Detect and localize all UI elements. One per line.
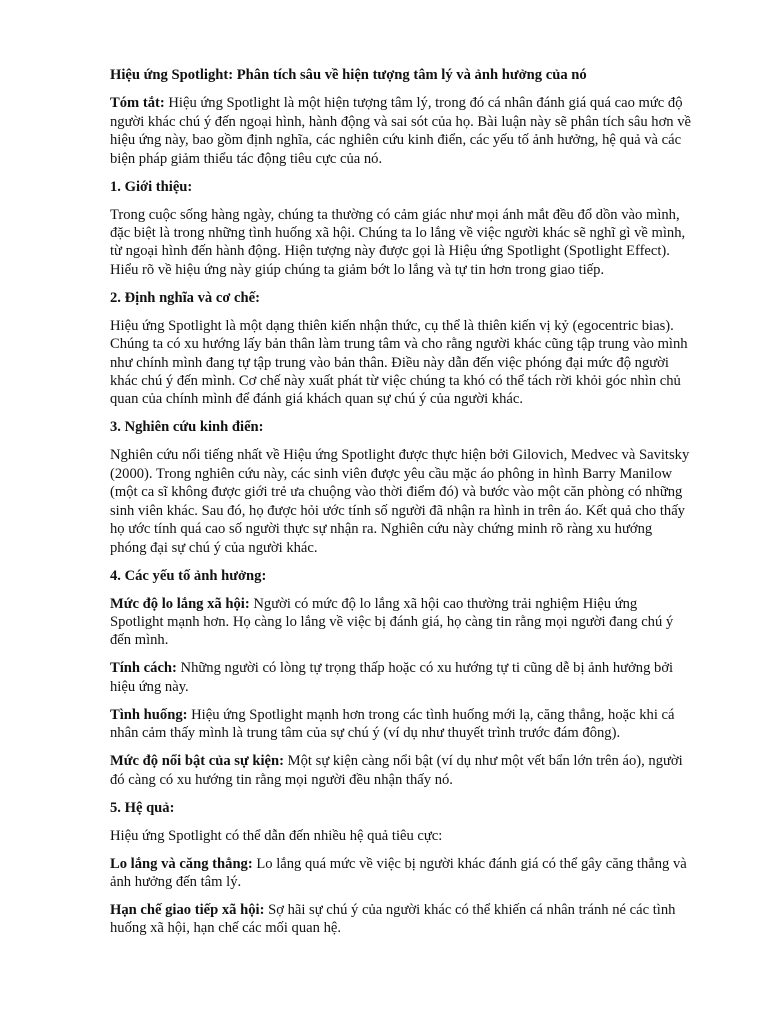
factor-label: Mức độ nổi bật của sự kiện:: [110, 753, 285, 770]
consequence-text: Sợ hãi sự chú ý của người khác có thể khiến cá nhân tránh né các tình huống xã hội, hạn chế các mối quan hệ.: [110, 901, 676, 937]
document-title: Hiệu ứng Spotlight: Phân tích sâu về hiện tượng tâm lý và ảnh hưởng của nó: [110, 67, 587, 83]
abstract-paragraph: [110, 94, 692, 168]
factor-personality: [110, 659, 692, 696]
factor-text: Hiệu ứng Spotlight mạnh hơn trong các tình huống mới lạ, căng thẳng, hoặc khi cá nhân cảm thấy mình là trung tâm của sự chú ý (ví dụ như thuyết trình trước đám đông).: [110, 706, 675, 742]
section-5-intro: Hiệu ứng Spotlight có thể dẫn đến nhiều hệ quả tiêu cực:: [110, 827, 443, 844]
consequence-label: Hạn chế giao tiếp xã hội:: [110, 901, 265, 918]
section-2-paragraph: Hiệu ứng Spotlight là một dạng thiên kiến nhận thức, cụ thể là thiên kiến vị kỷ (egocentric bias). Chúng ta có xu hướng lấy bản thân làm trung tâm và cho rằng người khác cũng tập trung vào mình như chính mình đang tự tập trung vào bản thân. Điều này dẫn đến việc phóng đại mức độ người khác chú ý đến mình. Cơ chế này xuất phát từ việc chúng ta khó có thể tách rời khỏi góc nhìn chủ quan của chính mình để đánh giá khách quan sự chú ý của người khác.: [110, 317, 688, 408]
abstract-text: Hiệu ứng Spotlight là một hiện tượng tâm lý, trong đó cá nhân đánh giá quá cao mức độ người khác chú ý đến ngoại hình, hành động và sai sót của họ. Bài luận này sẽ phân tích sâu hơn về hiệu ứng này, bao gồm định nghĩa, các nghiên cứu kinh điển, các yếu tố ảnh hưởng, hệ quả và các biện pháp giảm thiểu tác động tiêu cực của nó.: [110, 95, 692, 167]
section-2-heading: 2. Định nghĩa và cơ chế:: [110, 289, 260, 306]
section-5-heading: 5. Hệ quả:: [110, 799, 175, 816]
factor-event-salience: [110, 752, 692, 789]
factor-text: Một sự kiện càng nổi bật (ví dụ như một vết bẩn lớn trên áo), người đó càng có xu hướng tin rằng mọi người đều nhận thấy nó.: [110, 753, 683, 788]
factor-label: Tính cách:: [110, 660, 177, 677]
factor-label: Mức độ lo lắng xã hội:: [110, 595, 250, 612]
consequence-text: Lo lắng quá mức về việc bị người khác đánh giá có thể gây căng thẳng và ảnh hưởng đến tâm lý.: [110, 855, 687, 890]
section-1-paragraph: Trong cuộc sống hàng ngày, chúng ta thường có cảm giác như mọi ánh mắt đều đổ dồn vào mình, đặc biệt là trong những tình huống xã hội. Chúng ta lo lắng về việc người khác sẽ nghĩ gì về mình, từ ngoại hình đến hành động. Hiện tượng này được gọi là Hiệu ứng Spotlight (Spotlight Effect). Hiểu rõ về hiệu ứng này giúp chúng ta giảm bớt lo lắng và tự tin hơn trong giao tiếp.: [110, 206, 686, 278]
factor-text: Những người có lòng tự trọng thấp hoặc có xu hướng tự ti cũng dễ bị ảnh hưởng bởi hiệu ứng này.: [110, 660, 674, 695]
factor-text: Người có mức độ lo lắng xã hội cao thường trải nghiệm Hiệu ứng Spotlight mạnh hơn. Họ càng lo lắng về việc bị đánh giá, họ càng tin rằng mọi người đang chú ý đến mình.: [110, 595, 674, 649]
consequence-social-limit: [110, 901, 692, 938]
consequence-anxiety: [110, 855, 692, 892]
consequence-label: Lo lắng và căng thẳng:: [110, 855, 253, 872]
section-3-heading: 3. Nghiên cứu kinh điển:: [110, 419, 264, 436]
abstract-label: Tóm tắt:: [110, 95, 165, 112]
section-4-heading: 4. Các yếu tố ảnh hưởng:: [110, 567, 267, 584]
factor-label: Tình huống:: [110, 706, 188, 723]
factor-situation: [110, 706, 692, 743]
section-3-paragraph: Nghiên cứu nổi tiếng nhất về Hiệu ứng Spotlight được thực hiện bởi Gilovich, Medvec và Savitsky (2000). Trong nghiên cứu này, các sinh viên được yêu cầu mặc áo phông in hình Barry Manilow (một ca sĩ không được giới trẻ ưa chuộng vào thời điểm đó) và bước vào một căn phòng có những sinh viên khác. Sau đó, họ được hỏi ước tính số người đã nhận ra hình in trên áo. Kết quả cho thấy họ ước tính quá cao số người thực sự nhận ra. Nghiên cứu này chứng minh rõ ràng xu hướng phóng đại sự chú ý của người khác.: [110, 447, 690, 556]
factor-social-anxiety: [110, 595, 692, 650]
section-1-heading: 1. Giới thiệu:: [110, 178, 193, 195]
